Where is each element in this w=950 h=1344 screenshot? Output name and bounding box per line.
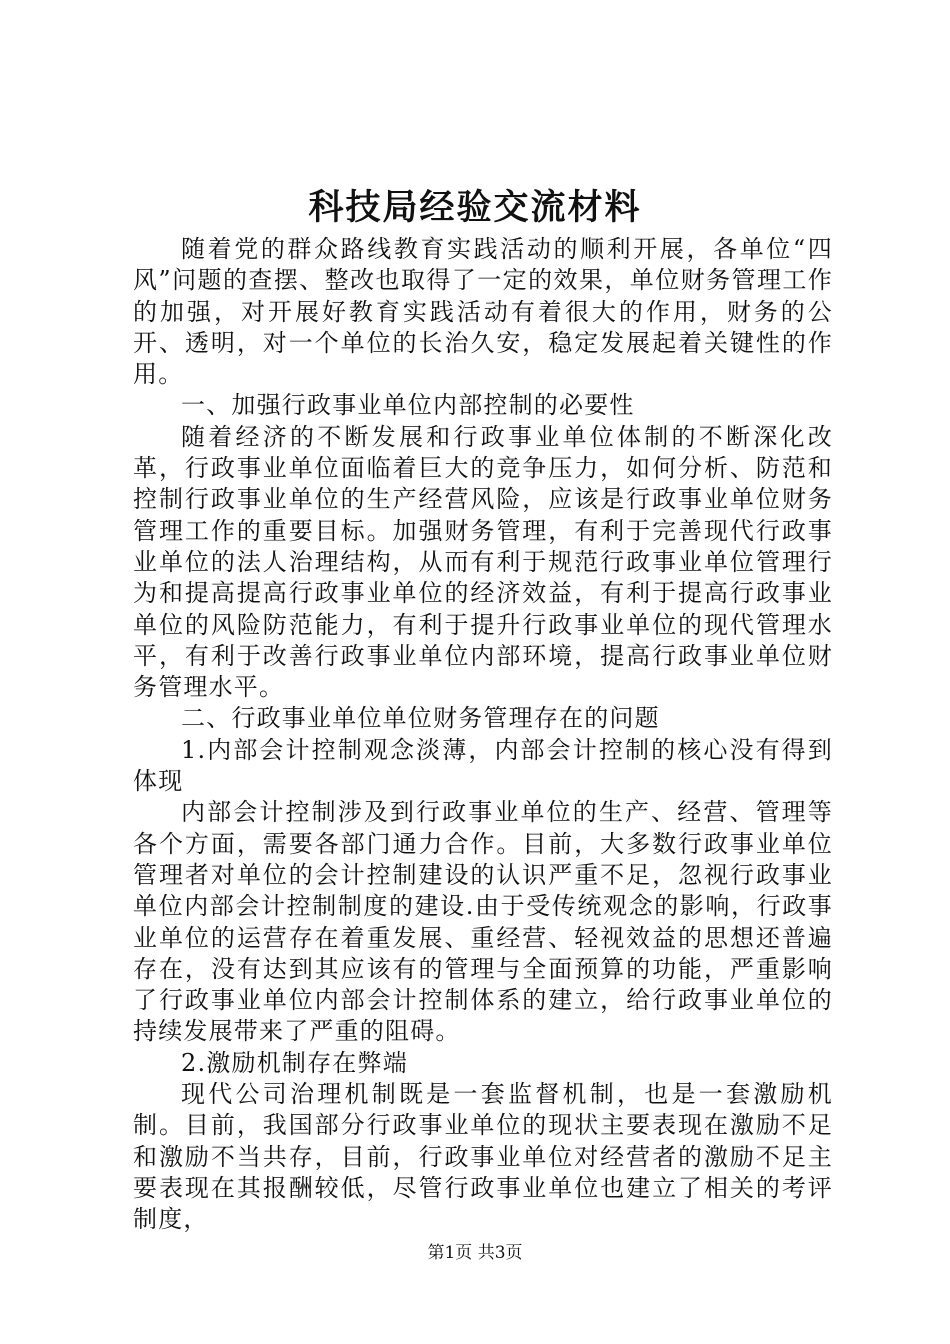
paragraph-incentive: 现代公司治理机制既是一套监督机制，也是一套激励机制。目前，我国部分行政事业单位的现状主要表现在激励不足和激励不当共存，目前，行政事业单位对经营者的激励不足主要表现在其报酬较低，尽管行政事业单位也建立了相关的考评制度， [133, 1080, 833, 1234]
document-body [133, 234, 833, 1236]
document-title: 科技局经验交流材料 [308, 187, 642, 228]
paragraph-intro: 随着党的群众路线教育实践活动的顺利开展，各单位“四风”问题的查摆、整改也取得了一定的效果，单位财务管理工作的加强，对开展好教育实践活动有着很大的作用，财务的公开、透明，对一个单位的长治久安，稳定发展起着关键性的作用。 [133, 235, 833, 389]
section-heading-1: 一、加强行政事业单位内部控制的必要性 [181, 391, 635, 420]
subheading-1: 1.内部会计控制观念淡薄，内部会计控制的核心没有得到体现 [133, 735, 833, 796]
subheading-2: 2.激励机制存在弊端 [181, 1048, 408, 1077]
section-heading-2: 二、行政事业单位单位财务管理存在的问题 [181, 704, 660, 733]
paragraph-internal-control: 内部会计控制涉及到行政事业单位的生产、经营、管理等各个方面，需要各部门通力合作。目前，大多数行政事业单位管理者对单位的会计控制建设的认识严重不足，忽视行政事业单位内部会计控制制度的建设.由于受传统观念的影响，行政事业单位的运营存在着重发展、重经营、轻视效益的思想还普遍存在，没有达到其应该有的管理与全面预算的功能，严重影响了行政事业单位内部会计控制体系的建立，给行政事业单位的持续发展带来了严重的阻碍。 [133, 798, 833, 1046]
paragraph-necessity: 随着经济的不断发展和行政事业单位体制的不断深化改革，行政事业单位面临着巨大的竞争压力，如何分析、防范和控制行政事业单位的生产经营风险，应该是行政事业单位财务管理工作的重要目标。加强财务管理，有利于完善现代行政事业单位的法人治理结构，从而有利于规范行政事业单位管理行为和提高提高行政事业单位的经济效益，有利于提高行政事业单位的风险防范能力，有利于提升行政事业单位的现代管理水平，有利于改善行政事业单位内部环境，提高行政事业单位财务管理水平。 [133, 422, 833, 702]
page-footer: 第1页 共3页 [427, 1243, 523, 1263]
